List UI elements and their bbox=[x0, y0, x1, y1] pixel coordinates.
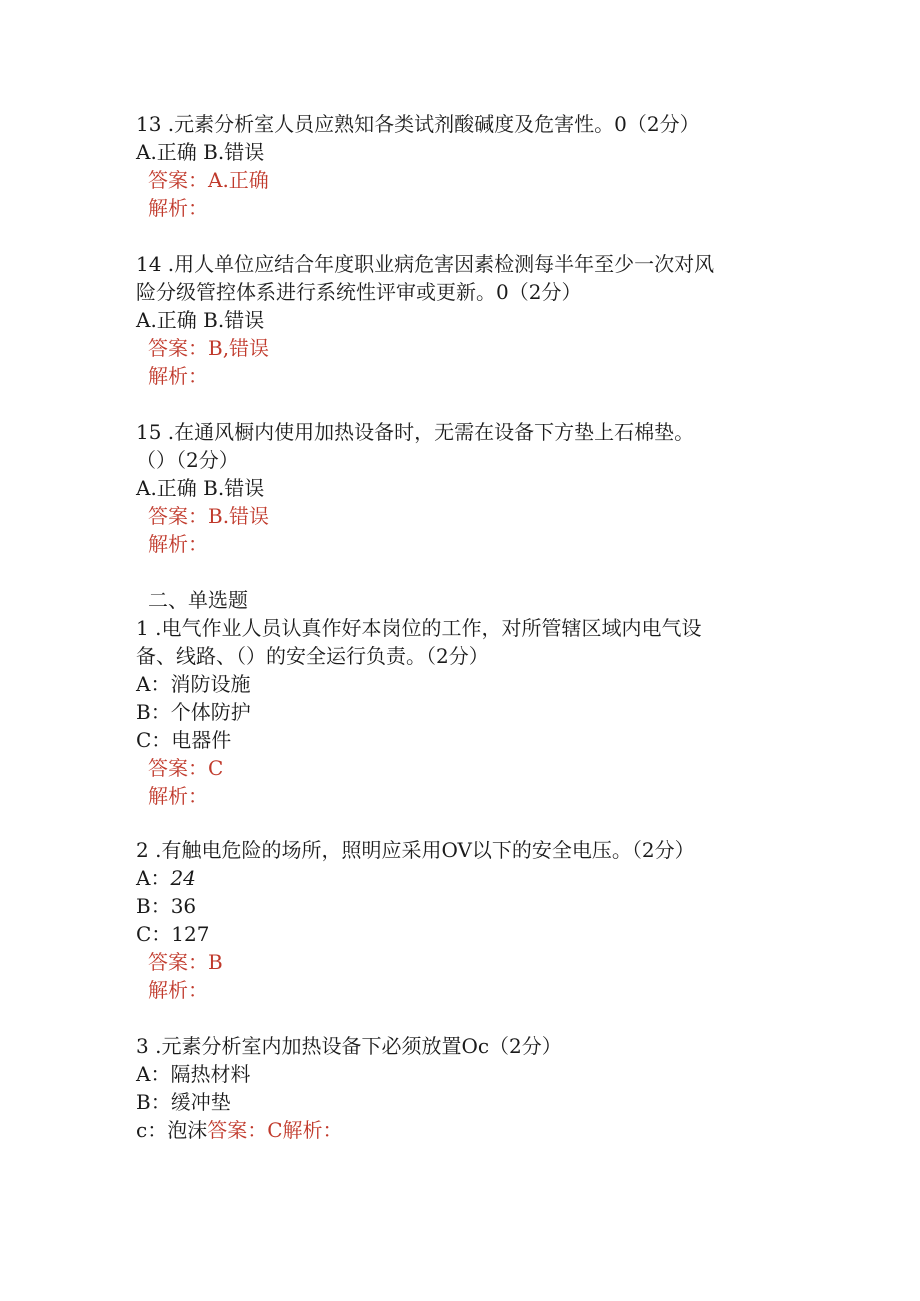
question-14-stem-line1: 14 .用人单位应结合年度职业病危害因素检测每半年至少一次对风 bbox=[136, 252, 715, 276]
question-15-analysis: 解析： bbox=[148, 532, 208, 556]
question-13-analysis: 解析： bbox=[148, 196, 208, 220]
single-2-option-a bbox=[136, 864, 196, 892]
single-1-option-c: C：电器件 bbox=[136, 728, 232, 752]
single-3-option-a: A：隔热材料 bbox=[136, 1062, 251, 1086]
single-3-option-b: B：缓冲垫 bbox=[136, 1090, 231, 1114]
single-2-option-a-value: 24 bbox=[170, 866, 196, 890]
section-title: 二、单选题 bbox=[148, 588, 248, 612]
single-3-stem: 3 .元素分析室内加热设备下必须放置Oc（2分） bbox=[136, 1034, 562, 1058]
single-1-option-a: A：消防设施 bbox=[136, 672, 251, 696]
single-1-analysis: 解析： bbox=[148, 784, 208, 808]
question-13-stem: 13 .元素分析室人员应熟知各类试剂酸碱度及危害性。0（2分） bbox=[136, 112, 700, 136]
question-14-options: A.正确 B.错误 bbox=[136, 308, 265, 332]
question-13-answer: 答案：A.正确 bbox=[148, 168, 269, 192]
question-14-answer: 答案：B,错误 bbox=[148, 336, 270, 360]
single-1-option-b: B：个体防护 bbox=[136, 700, 251, 724]
single-3-option-c-row bbox=[136, 1116, 343, 1144]
question-15-stem-line2: （）（2分） bbox=[136, 448, 239, 472]
single-3-option-c: c：泡沫 bbox=[136, 1118, 208, 1142]
single-2-analysis: 解析： bbox=[148, 978, 208, 1002]
question-13-options: A.正确 B.错误 bbox=[136, 140, 265, 164]
question-15-options: A.正确 B.错误 bbox=[136, 476, 265, 500]
single-2-option-a-label: A： bbox=[136, 866, 171, 890]
single-1-answer: 答案：C bbox=[148, 756, 224, 780]
question-15-stem-line1: 15 .在通风橱内使用加热设备时，无需在设备下方垫上石棉垫。 bbox=[136, 420, 695, 444]
single-2-stem: 2 .有触电危险的场所，照明应采用OV以下的安全电压。（2分） bbox=[136, 838, 695, 862]
question-14-analysis: 解析： bbox=[148, 364, 208, 388]
single-1-stem-line1: 1 .电气作业人员认真作好本岗位的工作，对所管辖区域内电气设 bbox=[136, 616, 702, 640]
single-3-answer-analysis: 答案：C解析： bbox=[207, 1118, 343, 1142]
single-2-answer: 答案：B bbox=[148, 950, 223, 974]
single-2-option-b: B：36 bbox=[136, 894, 197, 918]
single-2-option-c: C：127 bbox=[136, 922, 210, 946]
question-14-stem-line2: 险分级管控体系进行系统性评审或更新。0（2分） bbox=[136, 280, 582, 304]
question-15-answer: 答案：B.错误 bbox=[148, 504, 270, 528]
single-1-stem-line2: 备、线路、（）的安全运行负责。（2分） bbox=[136, 644, 489, 668]
